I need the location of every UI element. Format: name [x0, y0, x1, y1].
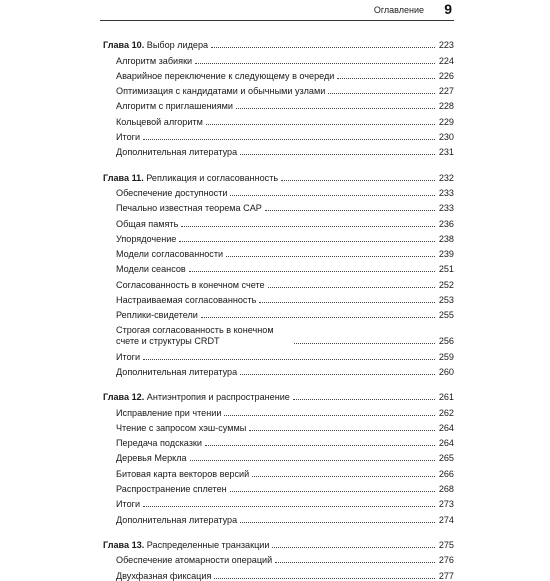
entry-page: 262: [438, 407, 454, 418]
entry-text: Реплики-свидетели: [116, 310, 198, 321]
entry-page: 232: [438, 172, 454, 183]
toc-section-entry[interactable]: [103, 213, 454, 228]
toc-section-entry[interactable]: [103, 346, 454, 361]
entry-title: [116, 249, 223, 259]
dot-leader: [328, 92, 435, 94]
entry-page: 265: [438, 453, 454, 464]
entry-page: 224: [438, 55, 454, 66]
entry-title: [116, 295, 256, 305]
toc-section-entry[interactable]: [103, 479, 454, 494]
dot-leader: [201, 316, 435, 318]
entry-page: 239: [438, 249, 454, 260]
toc-section-entry[interactable]: [103, 463, 454, 478]
entry-title: [116, 101, 233, 111]
entry-page: 276: [438, 555, 454, 566]
dot-leader: [211, 46, 435, 48]
toc-section-entry[interactable]: [103, 509, 454, 524]
toc-section-entry[interactable]: [103, 274, 454, 289]
entry-text: Распределенные транзакции: [146, 539, 270, 550]
entry-page: 226: [438, 70, 454, 81]
dot-leader: [281, 179, 435, 181]
toc-section-entry[interactable]: [103, 198, 454, 213]
dot-leader: [190, 459, 435, 461]
entry-title: [103, 173, 278, 183]
dot-leader: [181, 225, 435, 227]
dot-leader: [265, 209, 435, 211]
entry-page: 273: [438, 499, 454, 510]
entry-title: [116, 117, 203, 127]
entry-page: 233: [438, 203, 454, 214]
entry-page: 252: [438, 279, 454, 290]
entry-page: 264: [438, 422, 454, 433]
toc-section-entry[interactable]: [103, 96, 454, 111]
entry-text: Кольцевой алгоритм: [116, 116, 203, 127]
entry-page: 229: [438, 116, 454, 127]
dot-leader: [272, 546, 435, 548]
entry-title: [116, 499, 140, 509]
entry-title: [116, 515, 237, 525]
entry-text: Упорядочение: [116, 233, 177, 244]
entry-page: 260: [438, 366, 454, 377]
entry-page: 231: [438, 147, 454, 158]
toc-section-entry[interactable]: [103, 142, 454, 157]
table-of-contents: [103, 35, 454, 581]
toc-section-entry[interactable]: [103, 81, 454, 96]
toc-section-entry[interactable]: [103, 244, 454, 259]
dot-leader: [275, 561, 435, 563]
toc-chapter-entry[interactable]: [103, 535, 454, 550]
entry-page: 253: [438, 295, 454, 306]
entry-text: Общая память: [116, 218, 179, 229]
entry-page: 223: [438, 40, 454, 51]
entry-text: Дополнительная литература: [116, 514, 238, 525]
dot-leader: [230, 490, 435, 492]
toc-section-entry[interactable]: [103, 183, 454, 198]
entry-title: [116, 325, 291, 346]
toc-section-entry[interactable]: [103, 305, 454, 320]
entry-title: [116, 555, 272, 565]
entry-text: Итоги: [116, 351, 141, 362]
entry-text: Выбор лидера: [146, 40, 209, 51]
entry-page: 236: [438, 218, 454, 229]
dot-leader: [189, 270, 435, 272]
dot-leader: [337, 77, 435, 79]
toc-section-entry[interactable]: [103, 66, 454, 81]
entry-text: Печально известная теорема CAP: [116, 203, 262, 214]
entry-title: [116, 234, 176, 244]
entry-text: Настраиваемая согласованность: [116, 295, 257, 306]
dot-leader: [214, 577, 435, 579]
toc-section-entry[interactable]: [103, 550, 454, 565]
entry-text: Дополнительная литература: [116, 147, 238, 158]
entry-text: Модели согласованности: [116, 249, 224, 260]
page-number: 9: [444, 1, 452, 17]
toc-section-entry[interactable]: [103, 50, 454, 65]
entry-page: 259: [438, 351, 454, 362]
entry-text: Репликация и согласованность: [146, 172, 279, 183]
toc-section-entry[interactable]: [103, 127, 454, 142]
entry-title: [116, 571, 211, 581]
dot-leader: [240, 153, 435, 155]
dot-leader: [205, 444, 435, 446]
entry-page: 274: [438, 514, 454, 525]
entry-page: 228: [438, 101, 454, 112]
entry-title: [116, 423, 246, 433]
entry-text: Обеспечение атомарности операций: [116, 555, 273, 566]
dot-leader: [224, 414, 435, 416]
dot-leader: [268, 286, 435, 288]
chapter-label: Глава 12.: [103, 392, 145, 403]
entry-page: 251: [438, 264, 454, 275]
entry-text: Строгая согласованность в конечном счете и структуры CRDT: [116, 325, 274, 346]
chapter-label: Глава 11.: [103, 172, 144, 183]
entry-title: [103, 540, 269, 550]
entry-title: [116, 264, 186, 274]
running-header: [100, 2, 454, 21]
dot-leader: [143, 505, 435, 507]
entry-text: Дополнительная литература: [116, 366, 238, 377]
toc-section-entry[interactable]: [103, 229, 454, 244]
entry-title: [116, 203, 262, 213]
entry-title: [103, 392, 290, 402]
entry-title: [116, 484, 227, 494]
toc-section-entry[interactable]: [103, 259, 454, 274]
toc-chapter-entry[interactable]: [103, 167, 454, 182]
entry-page: 230: [438, 132, 454, 143]
toc-section-entry[interactable]: [103, 362, 454, 377]
entry-text: Аварийное переключение к следующему в очереди: [116, 70, 335, 81]
entry-title: [116, 352, 140, 362]
entry-title: [116, 188, 227, 198]
entry-page: 264: [438, 438, 454, 449]
entry-title: [116, 469, 249, 479]
dot-leader: [249, 429, 435, 431]
entry-text: Алгоритм забияки: [116, 55, 193, 66]
entry-title: [116, 86, 325, 96]
entry-text: Итоги: [116, 132, 141, 143]
entry-text: Обеспечение доступности: [116, 187, 228, 198]
toc-chapter-entry[interactable]: [103, 35, 454, 50]
dot-leader: [236, 107, 435, 109]
entry-page: 266: [438, 468, 454, 479]
entry-page: 275: [438, 539, 454, 550]
entry-title: [116, 147, 237, 157]
entry-text: Антиэнтропия и распространение: [146, 392, 290, 403]
dot-leader: [293, 398, 435, 400]
chapter-label: Глава 10.: [103, 40, 145, 51]
entry-text: Двухфазная фиксация: [116, 570, 212, 581]
entry-title: [116, 71, 334, 81]
dot-leader: [230, 194, 435, 196]
entry-text: Распространение сплетен: [116, 484, 227, 495]
entry-text: Модели сеансов: [116, 264, 186, 275]
toc-section-entry[interactable]: [103, 320, 454, 346]
toc-chapter-entry[interactable]: [103, 387, 454, 402]
toc-section-entry[interactable]: [103, 418, 454, 433]
entry-title: [116, 219, 178, 229]
entry-text: Алгоритм с приглашениями: [116, 101, 233, 112]
toc-section-entry[interactable]: [103, 433, 454, 448]
entry-text: Чтение с запросом хэш-суммы: [116, 422, 247, 433]
toc-section-entry[interactable]: [103, 494, 454, 509]
dot-leader: [179, 240, 435, 242]
entry-text: Согласованность в конечном счете: [116, 279, 265, 290]
entry-page: 255: [438, 310, 454, 321]
entry-title: [116, 132, 140, 142]
entry-page: 277: [438, 570, 454, 581]
entry-text: Исправление при чтении: [116, 407, 222, 418]
entry-title: [116, 408, 221, 418]
entry-page: 261: [438, 392, 454, 403]
entry-page: 256: [438, 336, 454, 347]
dot-leader: [259, 301, 435, 303]
entry-title: [116, 280, 265, 290]
entry-text: Итоги: [116, 499, 141, 510]
toc-section-entry[interactable]: [103, 111, 454, 126]
entry-page: 268: [438, 484, 454, 495]
entry-page: 233: [438, 187, 454, 198]
entry-text: Оптимизация с кандидатами и обычными узлами: [116, 86, 326, 97]
dot-leader: [143, 138, 435, 140]
entry-title: [116, 310, 198, 320]
dot-leader: [226, 255, 435, 257]
toc-section-entry[interactable]: [103, 565, 454, 580]
entry-text: Деревья Меркла: [116, 453, 187, 464]
dot-leader: [206, 123, 435, 125]
entry-title: [103, 40, 208, 50]
entry-page: 238: [438, 233, 454, 244]
chapter-label: Глава 13.: [103, 539, 145, 550]
entry-title: [116, 438, 202, 448]
dot-leader: [294, 342, 435, 344]
dot-leader: [195, 62, 435, 64]
dot-leader: [143, 358, 435, 360]
entry-title: [116, 453, 187, 463]
entry-page: 227: [438, 86, 454, 97]
toc-section-entry[interactable]: [103, 448, 454, 463]
entry-title: [116, 367, 237, 377]
section-title: Оглавление: [373, 5, 424, 15]
toc-section-entry[interactable]: [103, 290, 454, 305]
dot-leader: [240, 373, 435, 375]
toc-section-entry[interactable]: [103, 402, 454, 417]
dot-leader: [252, 475, 435, 477]
entry-text: Передача подсказки: [116, 438, 202, 449]
entry-title: [116, 56, 192, 66]
dot-leader: [240, 521, 435, 523]
entry-text: Битовая карта векторов версий: [116, 468, 250, 479]
